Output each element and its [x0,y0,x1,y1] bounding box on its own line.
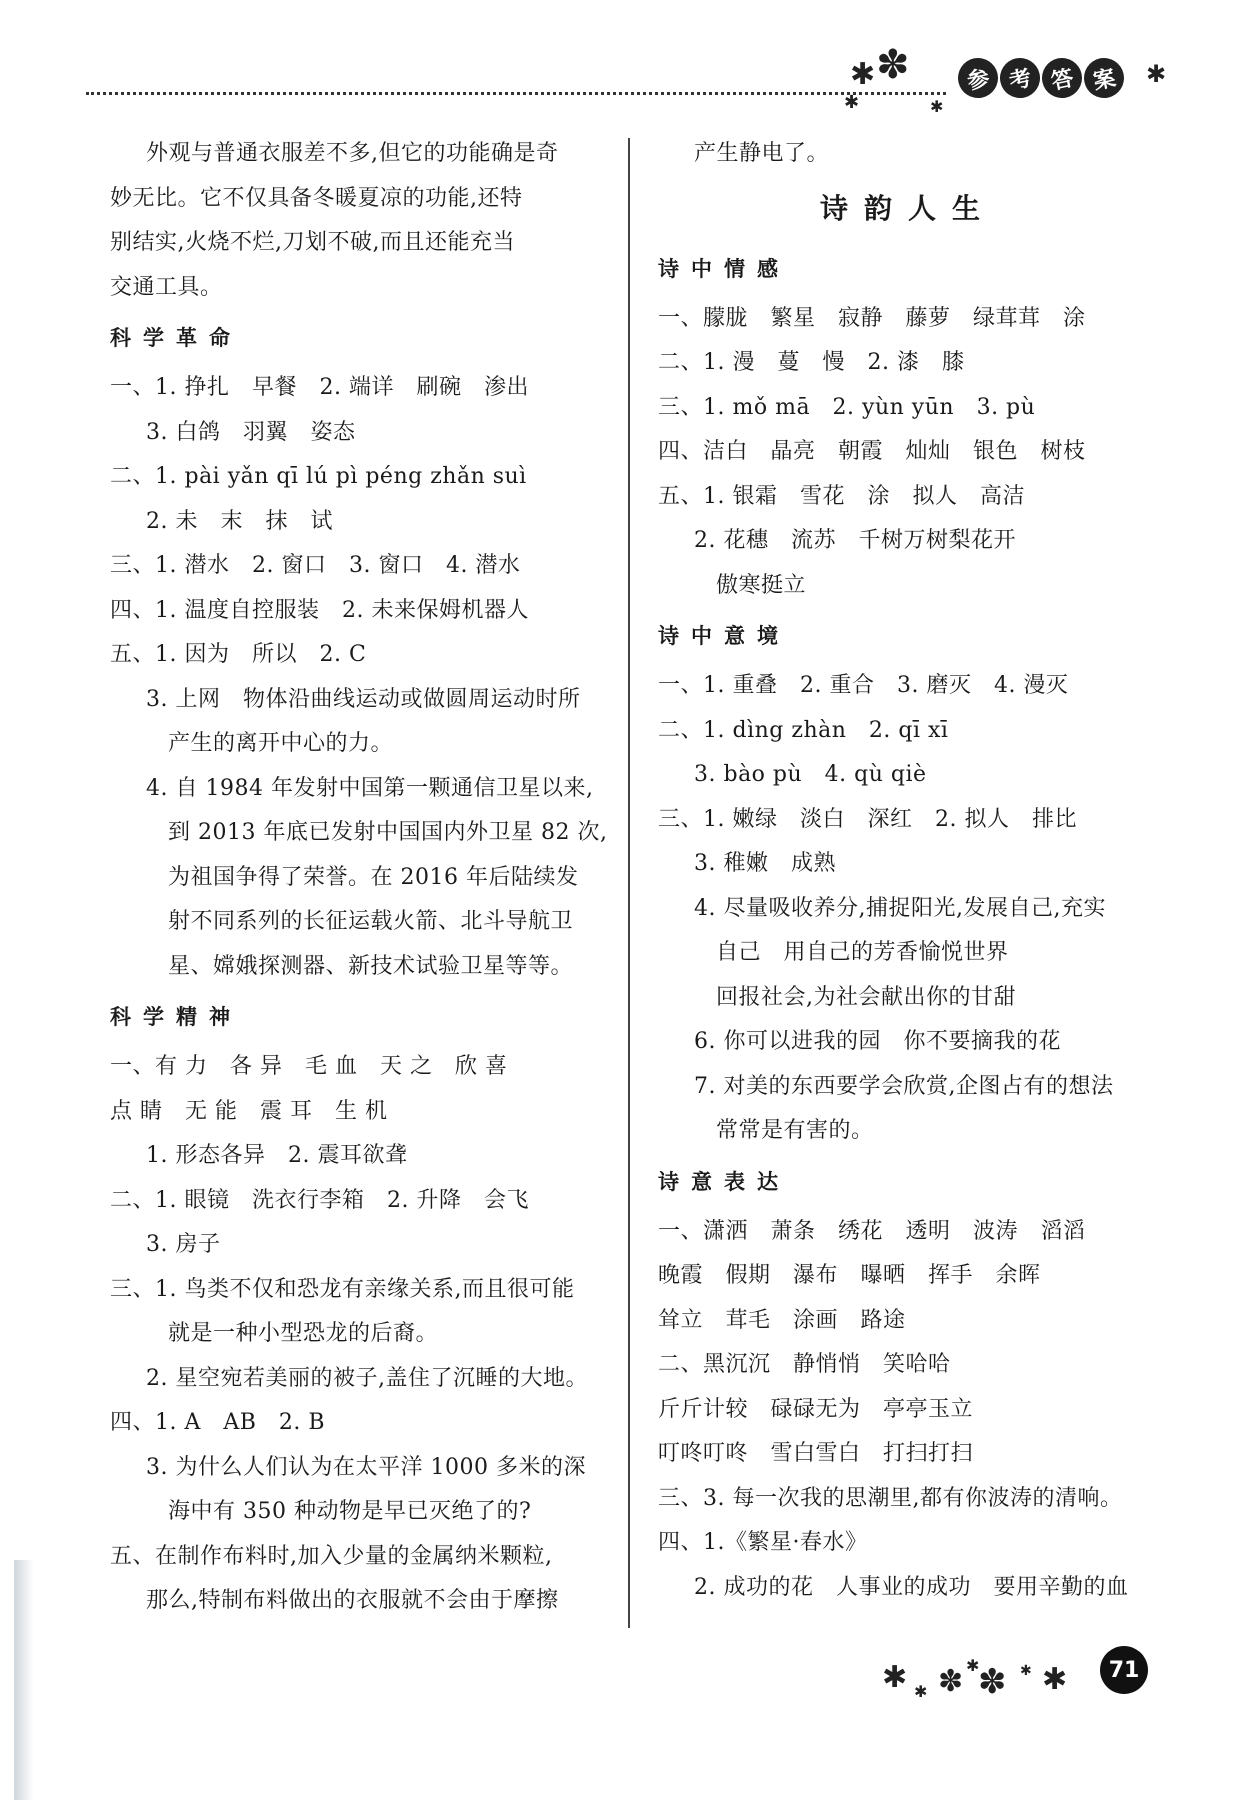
answer-line: 4. 尽量吸收养分,捕捉阳光,发展自己,充实 [694,895,1106,921]
svg-text:✱: ✱ [1020,1663,1032,1679]
answer-line: 回报社会,为社会献出你的甘甜 [716,984,1016,1010]
column-divider [628,138,630,1628]
answer-line: 耸立 茸毛 涂画 路途 [658,1307,906,1333]
answer-line: 常常是有害的。 [716,1118,874,1143]
svg-text:✱: ✱ [882,1660,908,1695]
answer-line: 三、1. 嫩绿 淡白 深红 2. 拟人 排比 [658,806,1077,832]
badge-char: 答 [1038,54,1085,101]
right-column [658,132,1158,1610]
answer-line: 四、1. A AB 2. B [110,1410,326,1435]
answer-line: 2. 未 末 抹 试 [146,508,333,534]
footer-flower-decoration [882,1645,1082,1705]
answer-line: 斤斤计较 碌碌无为 亭亭玉立 [658,1396,974,1422]
svg-text:✱: ✱ [844,92,860,113]
answer-line: 产生静电了。 [694,141,830,166]
answer-line: 3. 为什么人们认为在太平洋 1000 多米的深 [146,1454,586,1480]
answer-line: 2. 星空宛若美丽的被子,盖住了沉睡的大地。 [146,1365,588,1391]
answer-line: 点 睛 无 能 震 耳 生 机 [110,1098,388,1124]
svg-text:✱: ✱ [1146,60,1167,88]
answer-line: 叮咚叮咚 雪白雪白 打扫打扫 [658,1441,974,1466]
answer-line: 星、嫦娥探测器、新技术试验卫星等等。 [168,953,574,979]
answer-line: 产生的离开中心的力。 [168,731,394,756]
left-column [110,132,610,1624]
section-heading: 科学革命 [110,326,242,350]
answer-line: 3. 房子 [146,1232,221,1257]
badge-char: 参 [954,54,1001,101]
answer-line: 傲寒挺立 [716,572,807,598]
answer-line: 3. 上网 物体沿曲线运动或做圆周运动时所 [146,686,581,712]
answer-line: 6. 你可以进我的园 你不要摘我的花 [694,1029,1061,1054]
answer-line: 四、洁白 晶亮 朝霞 灿灿 银色 树枝 [658,439,1086,464]
answer-line: 二、1. 漫 蔓 慢 2. 漆 膝 [658,350,965,375]
answer-line: 晚霞 假期 瀑布 曝晒 挥手 余晖 [658,1263,1041,1288]
answer-key-badge [958,58,1124,98]
answer-line: 1. 形态各异 2. 震耳欲聋 [146,1143,408,1168]
answer-line: 到 2013 年底已发射中国国内外卫星 82 次, [168,820,608,845]
answer-line: 五、1. 银霜 雪花 涂 拟人 高洁 [658,483,1025,509]
svg-text:✽: ✽ [938,1664,964,1699]
answer-line: 那么,特制布料做出的衣服就不会由于摩擦 [146,1588,559,1613]
answer-line: 7. 对美的东西要学会欣赏,企图占有的想法 [694,1073,1114,1099]
page-number: 71 [1100,1646,1148,1694]
answer-line: 一、朦胧 繁星 寂静 藤萝 绿茸茸 涂 [658,305,1086,331]
section-heading: 诗中情感 [658,256,790,281]
answer-line: 3. bào pù 4. qù qiè [694,762,927,787]
answer-line: 二、1. pài yǎn qī lú pì péng zhǎn suì [110,464,527,489]
answer-line: 三、3. 每一次我的思潮里,都有你波涛的清响。 [658,1485,1123,1511]
header-dotted-rule [86,92,946,95]
answer-line: 射不同系列的长征运载火箭、北斗导航卫 [168,909,574,934]
answer-line: 妙无比。它不仅具备冬暖夏凉的功能,还特 [110,185,523,211]
answer-line: 4. 自 1984 年发射中国第一颗通信卫星以来, [146,775,594,801]
section-heading: 诗意表达 [658,1169,790,1194]
chapter-title: 诗韵人生 [819,191,996,225]
answer-line: 四、1. 温度自控服装 2. 未来保姆机器人 [110,597,529,623]
answer-line: 三、1. mǒ mā 2. yùn yūn 3. pù [658,394,1036,420]
answer-line: 四、1.《繁星·春水》 [658,1530,868,1555]
answer-line: 别结实,火烧不烂,刀划不破,而且还能充当 [110,230,515,255]
section-heading: 科学精神 [110,1005,242,1029]
svg-text:✽: ✽ [978,1662,1007,1702]
answer-line: 外观与普通衣服差不多,但它的功能确是奇 [146,141,559,166]
answer-line: 海中有 350 种动物是早已灭绝了的? [168,1499,532,1524]
answer-line: 3. 稚嫩 成熟 [694,851,836,876]
answer-line: 交通工具。 [110,274,223,300]
answer-line: 一、1. 挣扎 早餐 2. 端详 刷碗 渗出 [110,375,529,400]
badge-char: 考 [996,54,1043,101]
section-heading: 诗中意境 [658,624,790,648]
answer-line: 五、1. 因为 所以 2. C [110,642,367,667]
answer-line: 二、1. dìng zhàn 2. qī xī [658,717,949,743]
answer-line: 二、1. 眼镜 洗衣行李箱 2. 升降 会飞 [110,1187,529,1213]
svg-text:✱: ✱ [1042,1662,1068,1697]
svg-text:✱: ✱ [914,1682,928,1701]
answer-line: 3. 白鸽 羽翼 姿态 [146,419,356,445]
answer-line: 2. 成功的花 人事业的成功 要用辛勤的血 [694,1574,1129,1600]
answer-line: 自己 用自己的芳香愉悦世界 [716,940,1009,965]
svg-text:✱: ✱ [966,1656,980,1675]
badge-char: 案 [1080,54,1127,101]
answer-line: 为祖国争得了荣誉。在 2016 年后陆续发 [168,864,579,890]
answer-line: 三、1. 潜水 2. 窗口 3. 窗口 4. 潜水 [110,553,521,578]
svg-text:✽: ✽ [876,42,910,88]
answer-line: 三、1. 鸟类不仅和恐龙有亲缘关系,而且很可能 [110,1276,575,1302]
svg-text:✱: ✱ [850,57,876,92]
answer-line: 二、黑沉沉 静悄悄 笑哈哈 [658,1352,951,1377]
svg-text:✱: ✱ [930,97,944,116]
answer-line: 一、潇洒 萧条 绣花 透明 波涛 滔滔 [658,1218,1086,1244]
answer-line: 2. 花穗 流苏 千树万树梨花开 [694,528,1016,553]
answer-line: 一、1. 重叠 2. 重合 3. 磨灭 4. 漫灭 [658,673,1069,698]
answer-line: 就是一种小型恐龙的后裔。 [168,1321,439,1346]
answer-line: 五、在制作布料时,加入少量的金属纳米颗粒, [110,1543,553,1569]
page-edge-shadow [14,1560,34,1800]
answer-line: 一、有 力 各 异 毛 血 天 之 欣 喜 [110,1054,508,1079]
